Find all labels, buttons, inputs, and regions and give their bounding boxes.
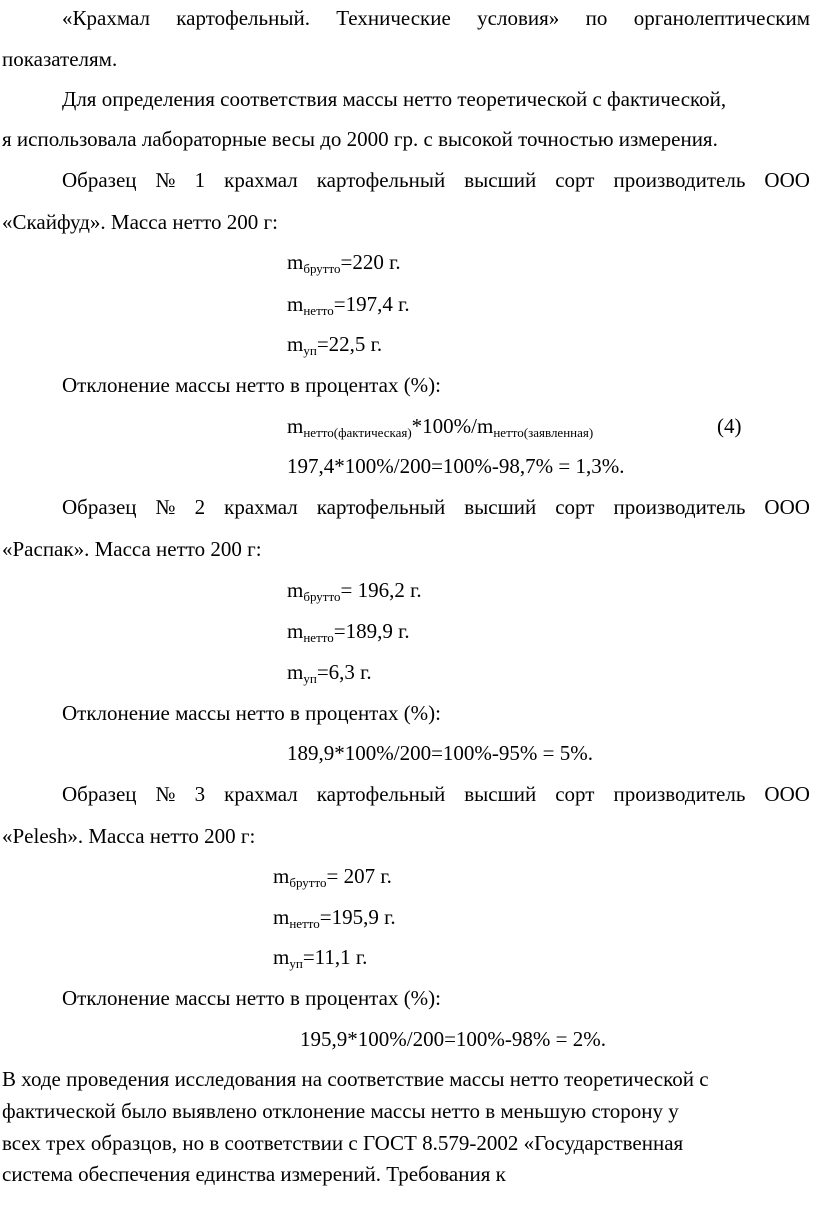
sample-3-netto <box>273 905 396 931</box>
intro-word: по <box>585 6 608 30</box>
netto-subscript: нетто <box>303 630 334 645</box>
netto-value: =197,4 г. <box>333 292 410 316</box>
method-line-1: Для определения соответствия массы нетто теоретической с фактической, <box>62 87 727 111</box>
sample-word: 2 <box>194 495 206 519</box>
sample-word: сорт <box>555 782 595 806</box>
deviation-heading-2: Отклонение массы нетто в процентах (%): <box>62 701 442 725</box>
sample-word: 1 <box>194 168 206 192</box>
formula-middle: *100%/m <box>411 414 494 438</box>
conclusion-line-1: В ходе проведения исследования на соответствие массы нетто теоретической с <box>2 1067 709 1091</box>
up-value: =6,3 г. <box>316 660 372 684</box>
actual-subscript: нетто(фактическая) <box>303 425 412 440</box>
conclusion-line-2: фактической было выявлено отклонение массы нетто в меньшую сторону у <box>2 1099 679 1123</box>
sample-word: производитель <box>613 168 746 192</box>
conclusion-line-3: всех трех образцов, но в соответствии с ГОСТ 8.579-2002 «Государственная <box>2 1131 684 1155</box>
sample-1-netto <box>287 292 410 318</box>
brutto-subscript: брутто <box>303 589 341 604</box>
sample-3-up <box>273 945 368 971</box>
sample-2-calc: 189,9*100%/200=100%-95% = 5%. <box>287 741 593 765</box>
brutto-value: = 196,2 г. <box>340 578 422 602</box>
conclusion-line-4: система обеспечения единства измерений. Требования к <box>2 1162 506 1186</box>
brutto-value: = 207 г. <box>326 864 392 888</box>
sample-3-calc: 195,9*100%/200=100%-98% = 2%. <box>300 1027 606 1051</box>
sample-word: производитель <box>613 782 746 806</box>
formula-number: (4) <box>717 414 742 438</box>
deviation-formula <box>287 414 594 440</box>
up-subscript: уп <box>303 671 317 686</box>
brutto-value: =220 г. <box>340 250 401 274</box>
sample-word: Образец <box>62 782 137 806</box>
mass-symbol: m <box>287 619 304 643</box>
intro-word: условия» <box>477 6 560 30</box>
sample-word: высший <box>464 168 537 192</box>
mass-symbol: m <box>273 945 290 969</box>
deviation-heading-1: Отклонение массы нетто в процентах (%): <box>62 373 442 397</box>
sample-word: крахмал <box>224 782 298 806</box>
sample-2-line-1 <box>62 497 810 518</box>
netto-subscript: нетто <box>303 303 334 318</box>
sample-1-up <box>287 332 383 358</box>
mass-symbol: m <box>287 578 304 602</box>
up-value: =11,1 г. <box>302 945 368 969</box>
mass-symbol: m <box>287 292 304 316</box>
sample-2-brutto <box>287 578 422 604</box>
sample-1-line-2: «Скайфуд». Масса нетто 200 г: <box>2 210 278 234</box>
intro-line-1 <box>62 8 810 29</box>
netto-value: =189,9 г. <box>333 619 410 643</box>
sample-1-calc: 197,4*100%/200=100%-98,7% = 1,3%. <box>287 454 625 478</box>
sample-word: № <box>155 495 176 519</box>
up-subscript: уп <box>289 956 303 971</box>
sample-word: 3 <box>194 782 206 806</box>
sample-3-brutto <box>273 864 392 890</box>
brutto-subscript: брутто <box>303 261 341 276</box>
intro-word: органолептическим <box>633 6 810 30</box>
sample-3-line-1 <box>62 784 810 805</box>
mass-symbol: m <box>287 332 304 356</box>
intro-word: картофельный. <box>176 6 310 30</box>
declared-subscript: нетто(заявленная) <box>493 425 594 440</box>
sample-word: ООО <box>764 168 810 192</box>
sample-2-netto <box>287 619 410 645</box>
sample-2-line-2: «Распак». Масса нетто 200 г: <box>2 537 262 561</box>
sample-word: № <box>155 782 176 806</box>
mass-symbol: m <box>287 250 304 274</box>
intro-word: Технические <box>336 6 451 30</box>
sample-word: высший <box>464 782 537 806</box>
method-line-2: я использовала лабораторные весы до 2000 гр. с высокой точностью измерения. <box>2 127 718 151</box>
sample-word: производитель <box>613 495 746 519</box>
brutto-subscript: брутто <box>289 875 327 890</box>
sample-2-up <box>287 660 372 686</box>
sample-word: ООО <box>764 782 810 806</box>
intro-line-2: показателям. <box>2 47 118 71</box>
up-subscript: уп <box>303 343 317 358</box>
netto-subscript: нетто <box>289 916 320 931</box>
up-value: =22,5 г. <box>316 332 383 356</box>
sample-word: крахмал <box>224 495 298 519</box>
sample-word: № <box>155 168 176 192</box>
mass-symbol: m <box>287 414 304 438</box>
sample-word: высший <box>464 495 537 519</box>
sample-word: Образец <box>62 168 137 192</box>
sample-word: сорт <box>555 495 595 519</box>
sample-word: сорт <box>555 168 595 192</box>
netto-value: =195,9 г. <box>319 905 396 929</box>
deviation-heading-3: Отклонение массы нетто в процентах (%): <box>62 986 442 1010</box>
sample-word: Образец <box>62 495 137 519</box>
mass-symbol: m <box>273 905 290 929</box>
sample-word: крахмал <box>224 168 298 192</box>
mass-symbol: m <box>287 660 304 684</box>
sample-word: картофельный <box>316 782 446 806</box>
sample-1-line-1 <box>62 170 810 191</box>
mass-symbol: m <box>273 864 290 888</box>
sample-1-brutto <box>287 250 401 276</box>
sample-word: ООО <box>764 495 810 519</box>
sample-word: картофельный <box>316 168 446 192</box>
sample-3-line-2: «Pelesh». Масса нетто 200 г: <box>2 824 256 848</box>
intro-word: «Крахмал <box>62 6 150 30</box>
sample-word: картофельный <box>316 495 446 519</box>
